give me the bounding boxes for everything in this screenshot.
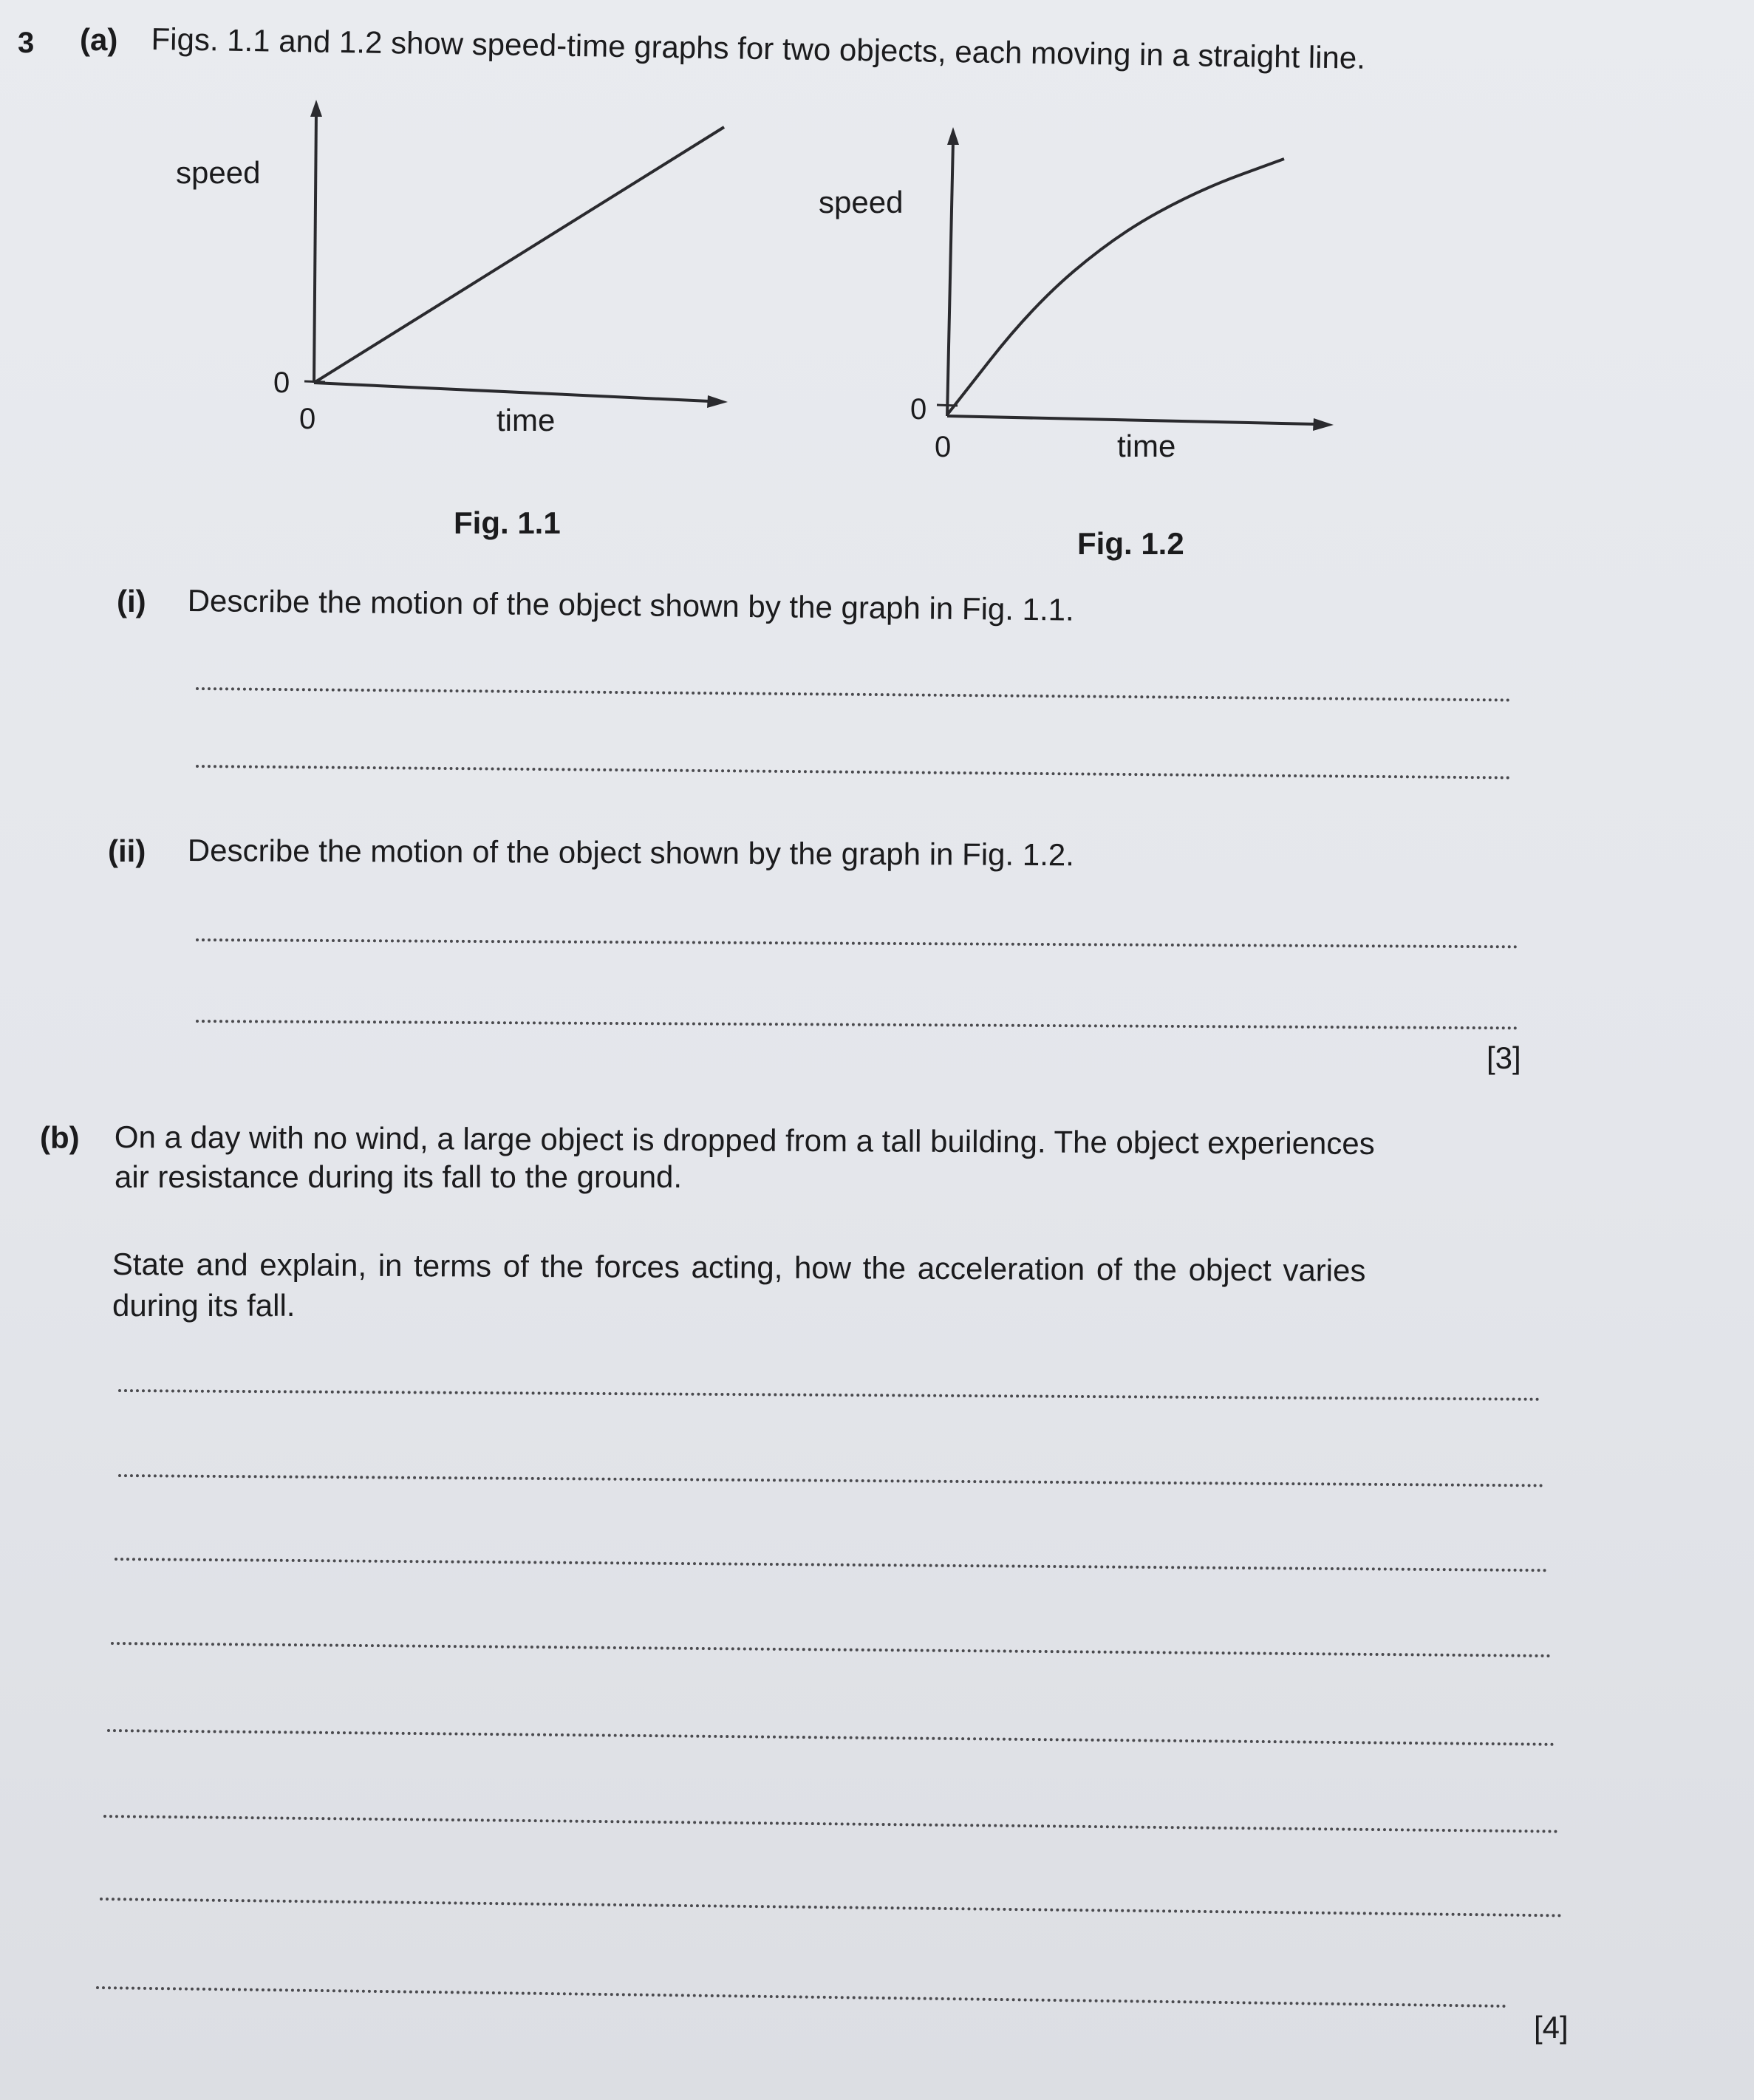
fig-1-1-y-label: speed <box>176 155 261 190</box>
answer-line-i-1[interactable] <box>196 687 1511 702</box>
answer-line-b-4[interactable] <box>111 1642 1552 1657</box>
fig-1-1-y-origin-label: 0 <box>273 367 290 399</box>
fig-1-1-caption: Fig. 1.1 <box>454 505 561 540</box>
fig-1-2-x-arrowhead <box>1313 418 1334 431</box>
answer-line-b-7[interactable] <box>100 1898 1563 1917</box>
fig-1-1-x-arrowhead <box>707 395 728 408</box>
answer-line-b-8[interactable] <box>96 1986 1507 2008</box>
fig-1-2-graph <box>937 127 1334 431</box>
answer-line-i-2[interactable] <box>196 765 1511 780</box>
fig-1-2-caption: Fig. 1.2 <box>1077 526 1184 561</box>
fig-1-2-x-origin-label: 0 <box>935 431 952 463</box>
fig-1-1-graph <box>304 100 728 408</box>
fig-1-2-y-label: speed <box>819 185 904 219</box>
fig-1-2-x-axis <box>947 416 1315 424</box>
part-b-prompt-line-2: during its fall. <box>112 1288 296 1323</box>
fig-1-1-y-axis <box>314 111 316 383</box>
sub-ii-text: Describe the motion of the object shown by the graph in Fig. 1.2. <box>187 833 1074 873</box>
fig-1-1-y-arrowhead <box>310 100 322 117</box>
answer-line-b-6[interactable] <box>103 1815 1559 1833</box>
answer-line-b-5[interactable] <box>107 1729 1555 1746</box>
part-a-label: (a) <box>80 22 118 57</box>
fig-1-1-x-label: time <box>496 403 556 437</box>
fig-1-1-data-line <box>314 127 724 383</box>
part-b-prompt-line-1: State and explain, in terms of the forces acting, how the acceleration of the object varies <box>112 1247 1366 1288</box>
fig-1-2-y-arrowhead <box>947 127 959 145</box>
question-number: 3 <box>18 27 35 59</box>
part-a-marks: [3] <box>1487 1040 1521 1075</box>
sub-i-label: (i) <box>117 584 146 618</box>
fig-1-2-data-curve <box>948 159 1284 414</box>
part-b-text-line-2: air resistance during its fall to the ground. <box>115 1159 683 1194</box>
fig-1-2-y-origin-label: 0 <box>910 393 927 426</box>
figures-svg <box>0 0 1754 606</box>
sub-i-text: Describe the motion of the object shown by the graph in Fig. 1.1. <box>187 582 1074 627</box>
fig-1-2-x-label: time <box>1117 429 1176 463</box>
fig-1-1-x-axis <box>314 383 709 401</box>
fig-1-1-x-origin-label: 0 <box>299 403 316 435</box>
sub-ii-label: (ii) <box>108 833 146 868</box>
part-b-label: (b) <box>40 1120 80 1155</box>
fig-1-2-y-axis <box>947 140 953 416</box>
answer-line-ii-1[interactable] <box>196 938 1518 948</box>
answer-line-b-2[interactable] <box>118 1474 1544 1487</box>
part-b-marks: [4] <box>1534 2010 1569 2045</box>
answer-line-b-3[interactable] <box>115 1558 1548 1572</box>
part-b-text-line-1: On a day with no wind, a large object is dropped from a tall building. The object experiences <box>114 1119 1375 1161</box>
answer-line-b-1[interactable] <box>118 1389 1540 1401</box>
answer-line-ii-2[interactable] <box>196 1020 1518 1029</box>
part-a-intro: Figs. 1.1 and 1.2 show speed-time graphs for two objects, each moving in a straight line. <box>151 21 1366 75</box>
